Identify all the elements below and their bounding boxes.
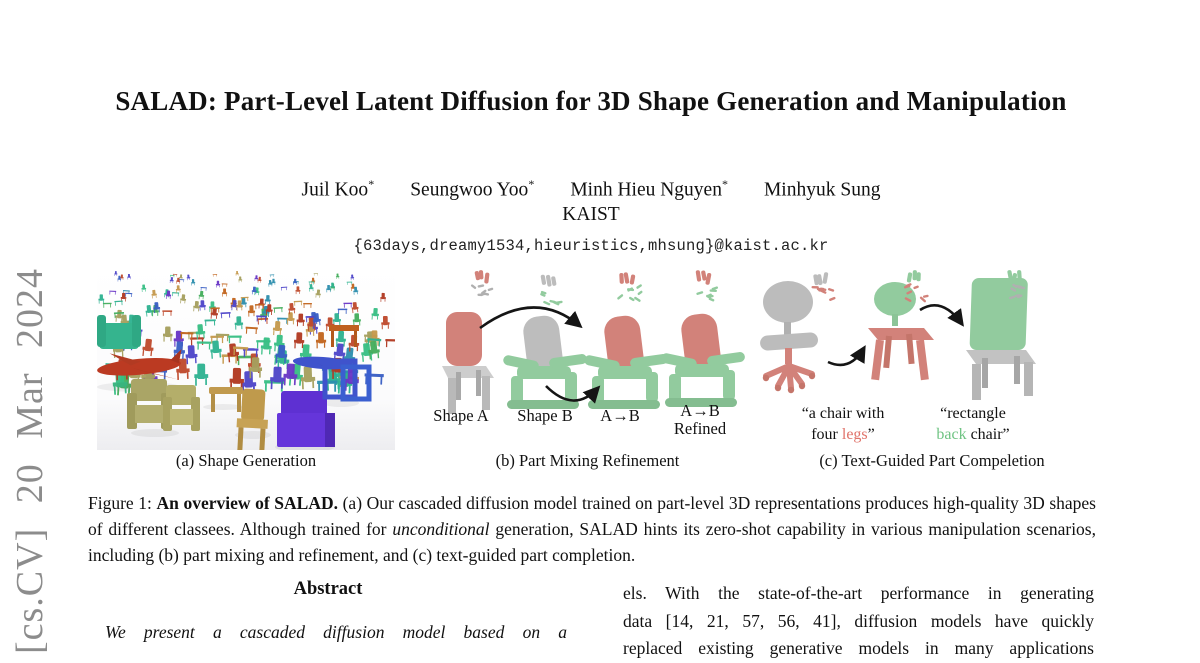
author-1: Juil Koo* — [302, 177, 375, 202]
label-shape-b: Shape B — [490, 407, 600, 425]
mini-part-icon — [470, 270, 493, 296]
label-a-to-b-refined: A→B Refined — [645, 402, 755, 438]
author-3: Minh Hieu Nguyen* — [570, 177, 728, 202]
author-1-asterisk: * — [368, 177, 374, 191]
author-2: Seungwoo Yoo* — [410, 177, 534, 202]
part-mixing-diagram — [430, 266, 745, 416]
text-guided-diagram — [756, 270, 1062, 402]
email-line: {63days,dreamy1534,hieuristics,mhsung}@kaist.ac.kr — [88, 237, 1094, 255]
right-column-text — [623, 580, 1094, 663]
abstract-text: We present a cascaded diffusion model based on a — [88, 622, 567, 643]
figure-caption-italic: unconditional — [392, 519, 489, 539]
rectangle-back-chair — [966, 278, 1036, 400]
text-prompt-2: “rectangle back chair” — [883, 403, 1063, 445]
a-to-b-chair — [583, 314, 668, 409]
office-chair — [760, 281, 819, 393]
completion-arrow-2 — [920, 305, 962, 324]
a-to-b-refined-chair — [660, 312, 745, 407]
author-4: Minhyuk Sung — [764, 177, 880, 202]
right-column-line-2: data [14, 21, 57, 56, 41], diffusion models have quickly — [623, 608, 1094, 636]
highlight-back: back — [936, 426, 966, 443]
figure-caption: Figure 1: An overview of SALAD. (a) Our cascaded diffusion model trained on part-level 3D representations produces high-quality 3D shapes of different classees. Although trained for unconditional generation, SALAD hints its zero-shot capability in various manipulation scenarios, including (b) part mixing and refinement, and (c) text-guided part completion. — [88, 490, 1096, 568]
label-shape-a: Shape A — [406, 407, 516, 425]
figure-caption-bold: An overview of SALAD. — [157, 493, 339, 513]
mini-part-icon — [617, 272, 643, 302]
mini-part-icon — [540, 274, 563, 305]
caption-panel-b: (b) Part Mixing Refinement — [430, 451, 745, 471]
caption-panel-c: (c) Text-Guided Part Compeletion — [752, 451, 1112, 471]
abstract-heading: Abstract — [88, 579, 568, 600]
label-a-to-b: A→B — [565, 407, 675, 425]
shape-a-chair — [442, 312, 494, 414]
right-column-line-3: replaced existing generative models in many applications — [623, 635, 1094, 663]
mini-part-icon — [695, 270, 718, 302]
author-list — [88, 177, 1094, 202]
caption-panel-a: (a) Shape Generation — [97, 451, 395, 471]
highlight-legs: legs — [842, 426, 868, 443]
affiliation: KAIST — [88, 204, 1094, 226]
arxiv-banner: [cs.CV] 20 Mar 2024 — [8, 268, 52, 654]
mini-part-icon — [811, 272, 835, 301]
right-column-line-1: els. With the state-of-the-art performance in generating — [623, 580, 1094, 608]
shape-b-chair — [502, 314, 587, 409]
completion-arrow-1 — [828, 348, 864, 365]
text-prompt-1: “a chair with four legs” — [753, 403, 933, 445]
paper-title: SALAD: Part-Level Latent Diffusion for 3D Shape Generation and Manipulation — [88, 86, 1094, 117]
shape-generation-image — [97, 267, 395, 450]
author-2-asterisk: * — [528, 177, 534, 191]
author-3-asterisk: * — [722, 177, 728, 191]
